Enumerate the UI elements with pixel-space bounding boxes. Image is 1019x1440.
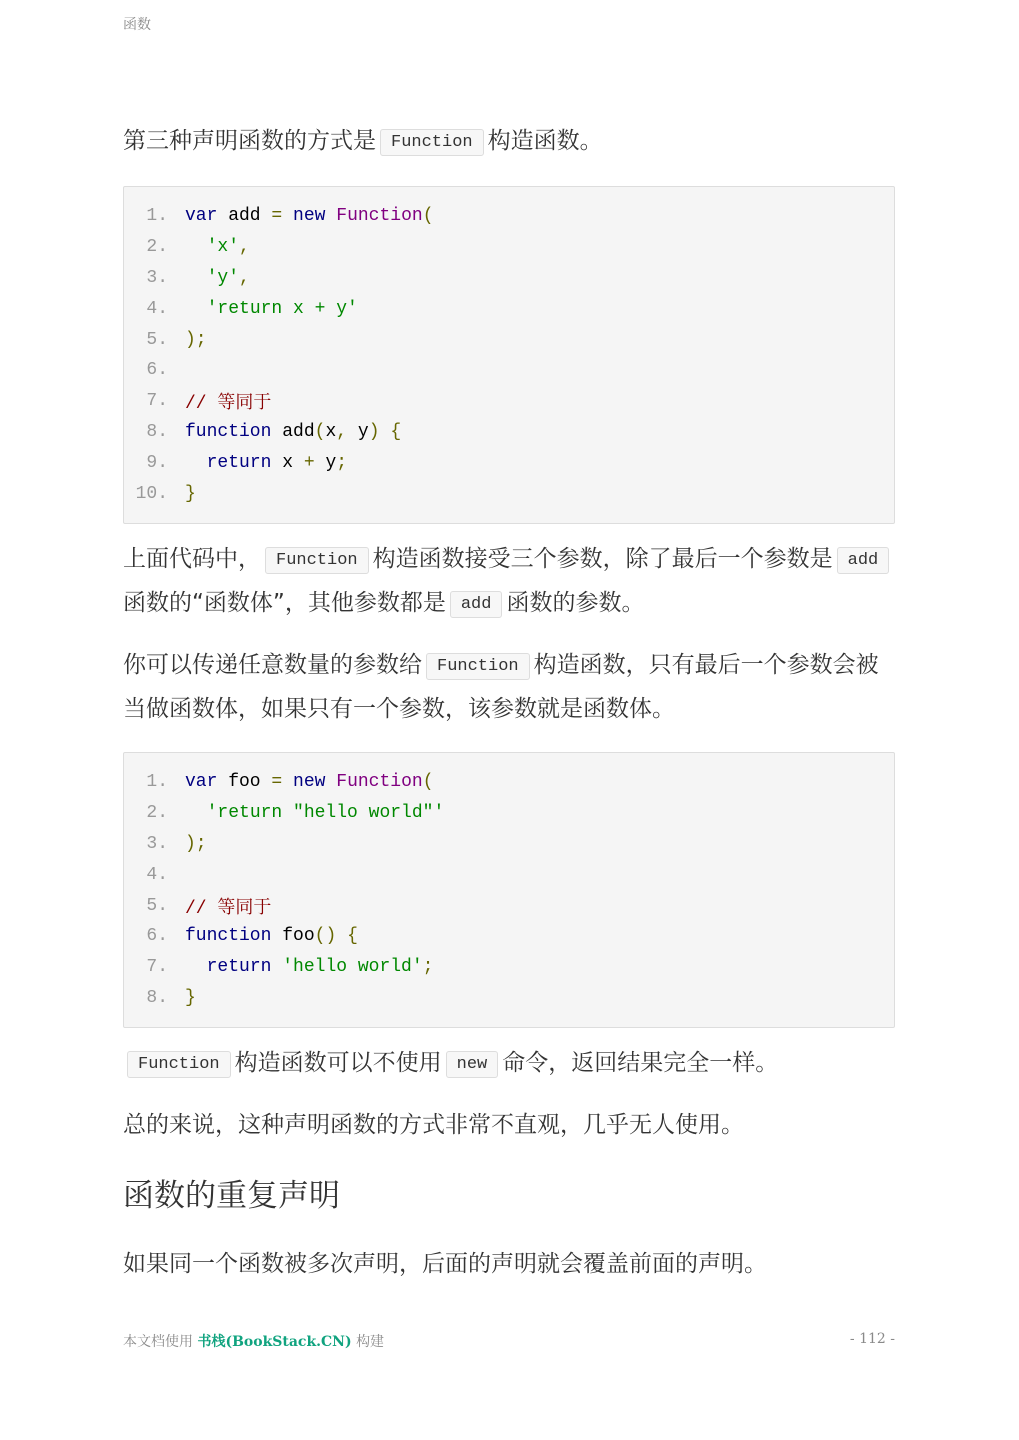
code-token: 'y' <box>206 267 240 288</box>
code-token <box>282 206 293 226</box>
line-number: 1. <box>146 772 168 793</box>
code-text <box>185 453 347 473</box>
text: 构造函数接受三个参数，除了最后一个参数是 <box>372 545 833 572</box>
code-line <box>124 890 894 921</box>
code-token: new <box>293 206 326 227</box>
code-text <box>185 988 196 1008</box>
code-token: ) <box>368 421 380 442</box>
code-token: , <box>239 267 250 288</box>
line-number: 2. <box>146 237 168 258</box>
code-text <box>185 388 271 414</box>
code-text <box>185 268 250 288</box>
code-token: 'return "hello world"' <box>206 803 445 824</box>
code-text <box>185 237 250 257</box>
code-token: foo <box>271 926 315 947</box>
line-number: 6. <box>146 926 168 947</box>
page-content <box>123 120 895 1285</box>
line-number: 3. <box>146 833 168 854</box>
line-number: 5. <box>146 895 168 916</box>
code-token <box>380 422 391 442</box>
code-line <box>124 232 894 263</box>
code-token: function <box>185 421 272 442</box>
code-token: ); <box>185 329 207 350</box>
text: 命令，返回结果完全一样。 <box>502 1050 779 1077</box>
code-token: // 等同于 <box>185 394 272 415</box>
code-token: return <box>206 957 272 978</box>
code-token <box>185 453 207 473</box>
code-line <box>124 355 894 386</box>
text: 函数的参数。 <box>506 589 645 616</box>
paragraph-6: 如果同一个函数被多次声明，后面的声明就会覆盖前面的声明。 <box>123 1251 767 1278</box>
code-line <box>124 921 894 952</box>
code-line <box>124 859 894 890</box>
code-text <box>185 957 433 977</box>
code-line <box>124 829 894 860</box>
code-token: y <box>314 452 337 473</box>
code-token: ); <box>185 833 207 854</box>
code-token <box>282 772 293 792</box>
code-token: ; <box>336 452 348 473</box>
code-line <box>124 324 894 355</box>
code-token: { <box>390 421 402 442</box>
code-token: function <box>185 926 272 947</box>
code-token <box>271 957 282 977</box>
code-token: y <box>347 421 369 442</box>
running-head: 函数 <box>123 17 151 33</box>
code-text <box>185 893 271 919</box>
paragraph-3 <box>123 644 895 730</box>
page-footer <box>123 1331 895 1351</box>
code-token <box>185 237 207 257</box>
code-token <box>325 206 336 226</box>
code-token: foo <box>217 772 272 793</box>
line-number: 2. <box>146 803 168 824</box>
text: 上面代码中， <box>123 545 261 572</box>
code-token: = <box>271 206 283 227</box>
line-number: 4. <box>146 298 168 319</box>
code-token: Function <box>336 206 423 227</box>
code-line <box>124 386 894 417</box>
code-token: } <box>185 483 196 504</box>
line-number: 8. <box>146 421 168 442</box>
paragraph-2 <box>123 538 895 626</box>
code-token: add <box>271 421 315 442</box>
code-token: , <box>239 237 250 258</box>
code-token: // 等同于 <box>185 898 272 919</box>
code-line <box>124 767 894 798</box>
text: 函数的“函数体”，其他参数都是 <box>123 589 446 616</box>
inline-code: new <box>446 1051 499 1078</box>
line-number: 4. <box>146 864 168 885</box>
text: 构造函数可以不使用 <box>234 1050 442 1077</box>
code-token <box>185 299 207 319</box>
code-line <box>124 983 894 1014</box>
line-number: 7. <box>146 391 168 412</box>
line-number: 8. <box>146 987 168 1008</box>
code-token: 'hello world' <box>282 957 423 978</box>
paragraph-1 <box>123 120 895 164</box>
code-line <box>124 798 894 829</box>
code-token: add <box>217 206 272 227</box>
code-line <box>124 952 894 983</box>
code-token: } <box>185 987 196 1008</box>
code-line <box>124 263 894 294</box>
line-number: 9. <box>146 452 168 473</box>
code-text <box>185 299 358 319</box>
code-token: 'return x + y' <box>206 298 358 319</box>
footer-suffix: 构建 <box>356 1334 385 1350</box>
code-token <box>336 926 347 946</box>
text: 第三种声明函数的方式是 <box>123 128 376 154</box>
code-token: var <box>185 772 218 793</box>
paragraph-5: 总的来说，这种声明函数的方式非常不直观，几乎无人使用。 <box>123 1112 744 1139</box>
code-token <box>185 957 207 977</box>
code-text <box>185 422 401 442</box>
code-text <box>185 206 434 226</box>
line-number: 3. <box>146 267 168 288</box>
code-token: () <box>314 926 337 947</box>
code-token: , <box>336 421 348 442</box>
line-number: 10. <box>135 483 168 504</box>
section-heading: 函数的重复声明 <box>123 1178 340 1215</box>
code-line <box>124 417 894 448</box>
code-line <box>124 201 894 232</box>
code-block-2 <box>123 752 895 1028</box>
inline-code: add <box>837 547 890 574</box>
inline-code: Function <box>265 547 369 574</box>
code-token <box>185 803 207 823</box>
code-text <box>185 330 207 350</box>
code-token: + <box>303 452 315 473</box>
line-number: 6. <box>146 360 168 381</box>
footer-brand-link[interactable]: 书栈(BookStack.CN) <box>197 1334 352 1350</box>
code-token: x <box>325 421 337 442</box>
code-line <box>124 293 894 324</box>
code-token: x <box>271 452 304 473</box>
code-token: = <box>271 772 283 793</box>
code-token: return <box>206 452 272 473</box>
text: 构造函数，只有最后一个参数会被当做函数体，如果只有一个参数，该参数就是函数体。 <box>123 651 879 722</box>
code-block-1 <box>123 186 895 524</box>
code-token: { <box>347 926 358 947</box>
code-token: new <box>293 772 326 793</box>
footer-prefix: 本文档使用 <box>123 1334 193 1350</box>
line-number: 1. <box>146 206 168 227</box>
inline-code: Function <box>426 653 530 680</box>
code-text <box>185 484 196 504</box>
code-token: ( <box>422 772 434 793</box>
code-token: Function <box>336 772 423 793</box>
code-text <box>185 772 434 792</box>
code-text <box>185 834 207 854</box>
code-token <box>185 268 207 288</box>
inline-code: Function <box>380 129 484 156</box>
code-text <box>185 926 358 946</box>
code-token: var <box>185 206 218 227</box>
code-token: ( <box>422 206 434 227</box>
text: 构造函数。 <box>487 128 603 154</box>
code-line <box>124 447 894 478</box>
page-number: - 112 - <box>849 1331 895 1347</box>
line-number: 7. <box>146 957 168 978</box>
inline-code: Function <box>127 1051 231 1078</box>
text: 你可以传递任意数量的参数给 <box>123 651 422 678</box>
line-number: 5. <box>146 329 168 350</box>
code-token: ( <box>314 421 326 442</box>
code-text <box>185 803 444 823</box>
code-token: 'x' <box>206 237 240 258</box>
code-token <box>325 772 336 792</box>
code-line <box>124 478 894 509</box>
inline-code: add <box>450 591 503 618</box>
code-token: ; <box>422 957 434 978</box>
paragraph-4 <box>123 1042 895 1086</box>
